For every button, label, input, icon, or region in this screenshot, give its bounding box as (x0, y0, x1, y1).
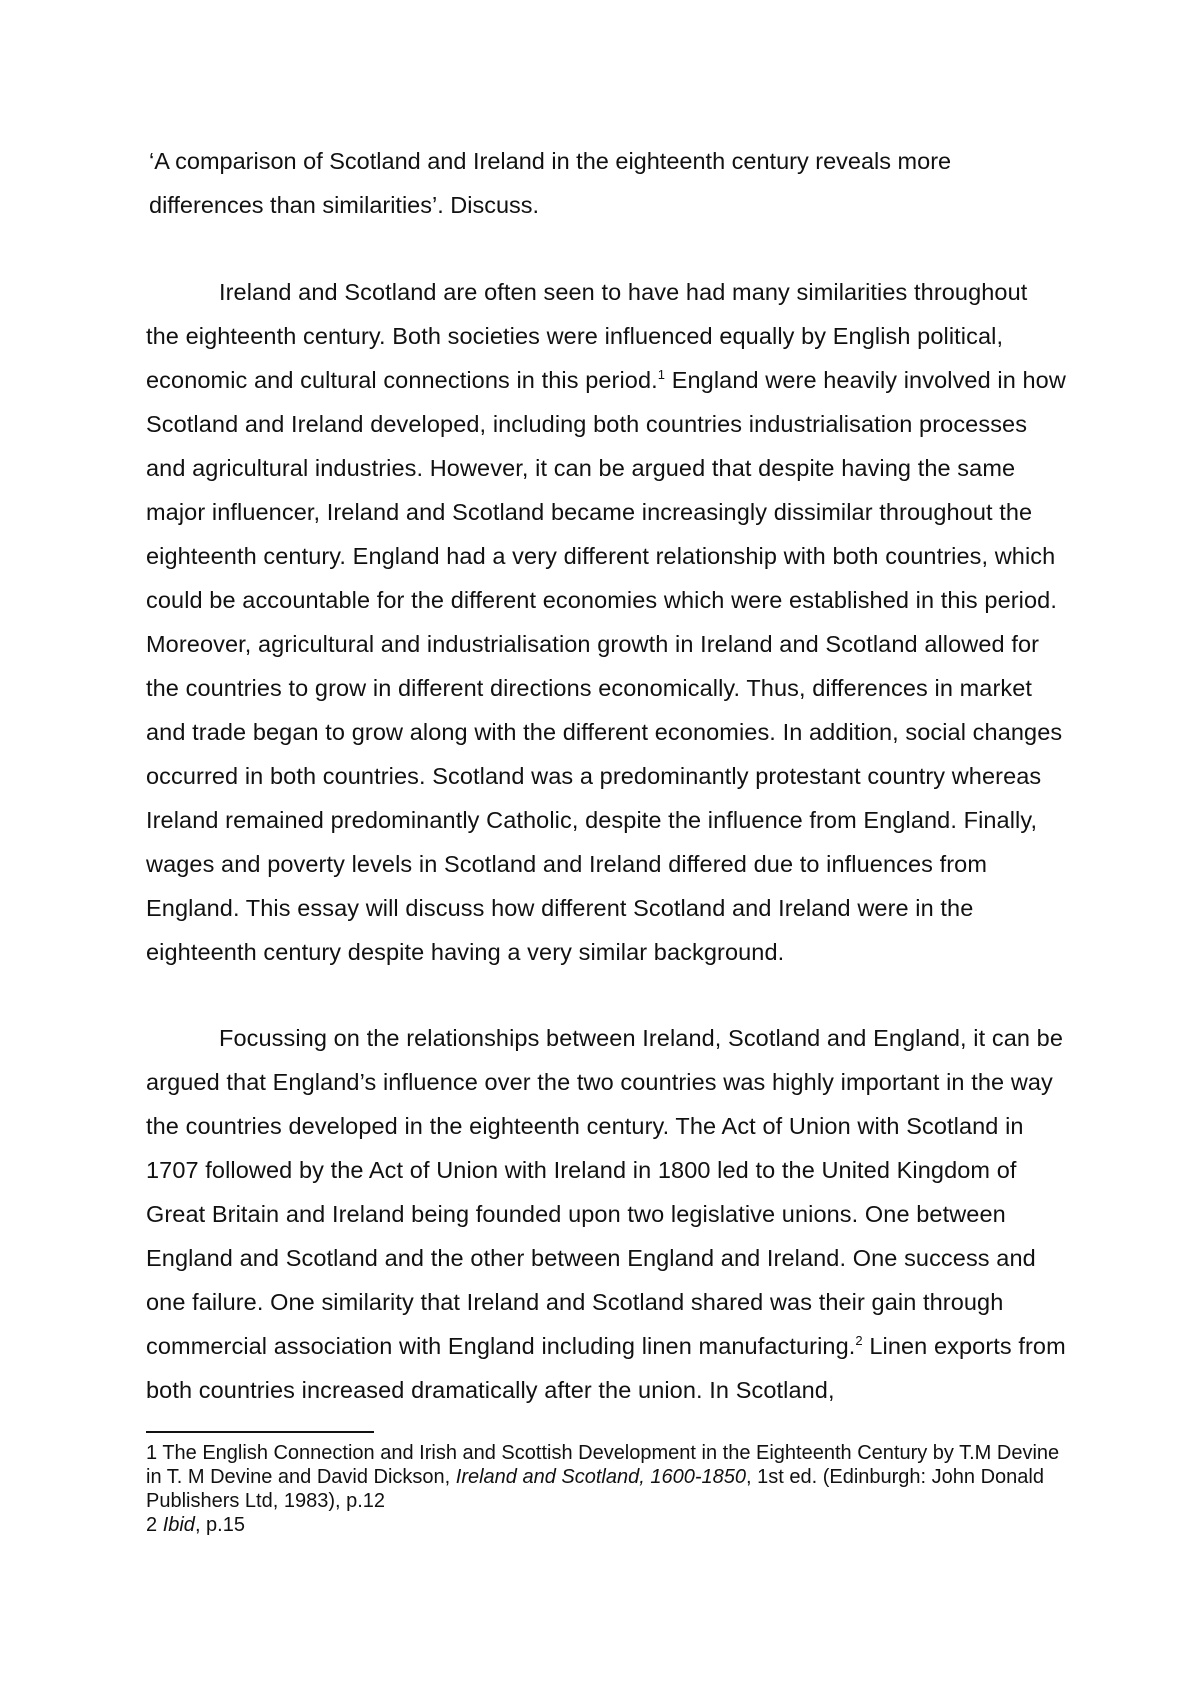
essay-question (149, 139, 1049, 227)
footnote-text: , 1st ed. (Edinburgh: John Donald Publishers Ltd, 1983), p.12 (146, 1466, 1044, 1512)
paragraph-introduction (146, 270, 1066, 974)
footnote-2 (146, 1513, 1066, 1537)
paragraph-text: Focussing on the relationships between Ireland, Scotland and England, it can be argued that England’s influence over the two countries was highly important in the way the countries developed in the eighteenth century. The Act of Union with Scotland in 1707 followed by the Act of Union with Ireland in 1800 led to the United Kingdom of Great Britain and Ireland being founded upon two legislative unions. One between England and Scotland and the other between England and Ireland. One success and one failure. One similarity that Ireland and Scotland shared was their gain through commercial association with England including linen manufacturing. (146, 1025, 1064, 1359)
essay-question-text: ‘A comparison of Scotland and Ireland in the eighteenth century reveals more differences than similarities’. Discuss. (149, 148, 952, 218)
footnote-1 (146, 1441, 1066, 1513)
paragraph-text: England were heavily involved in how Scotland and Ireland developed, including both countries industrialisation processes and agricultural industries. However, it can be argued that despite having the same major influencer, Ireland and Scotland became increasingly dissimilar throughout the eighteenth century. England had a very different relationship with both countries, which could be accountable for the different economies which were established in this period. Moreover, agricultural and industrialisation growth in Ireland and Scotland allowed for the countries to grow in different directions economically. Thus, differences in market and trade began to grow along with the different economies. In addition, social changes occurred in both countries. Scotland was a predominantly protestant country whereas Ireland remained predominantly Catholic, despite the influence from England. Finally, wages and poverty levels in Scotland and Ireland differed due to influences from England. This essay will discuss how different Scotland and Ireland were in the eighteenth century despite having a very similar background. (146, 367, 1066, 965)
footnote-text: , p.15 (194, 1514, 245, 1536)
footnote-text: The English Connection and Irish and Scottish Development in the Eighteenth Century by T.M Devine in T. M Devine and David Dickson, (146, 1442, 1060, 1488)
footnote-separator (146, 1431, 374, 1433)
footnote-book-title: Ireland and Scotland, 1600-1850 (455, 1466, 746, 1488)
footnote-number: 2 (146, 1514, 158, 1536)
footnote-ibid: Ibid (162, 1514, 195, 1536)
paragraph-text: Ireland and Scotland are often seen to have had many similarities throughout the eighteenth century. Both societies were influenced equally by English political, economic and cultural connections in this period. (146, 279, 1028, 393)
footnotes (146, 1441, 1066, 1537)
paragraph-relationships (146, 1016, 1066, 1412)
footnote-ref-2[interactable]: 2 (855, 1333, 863, 1349)
footnote-number: 1 (146, 1442, 158, 1464)
footnote-ref-1[interactable]: 1 (657, 367, 666, 383)
paragraph-text: Linen exports from both countries increased dramatically after the union. In Scotland, (146, 1333, 1066, 1403)
